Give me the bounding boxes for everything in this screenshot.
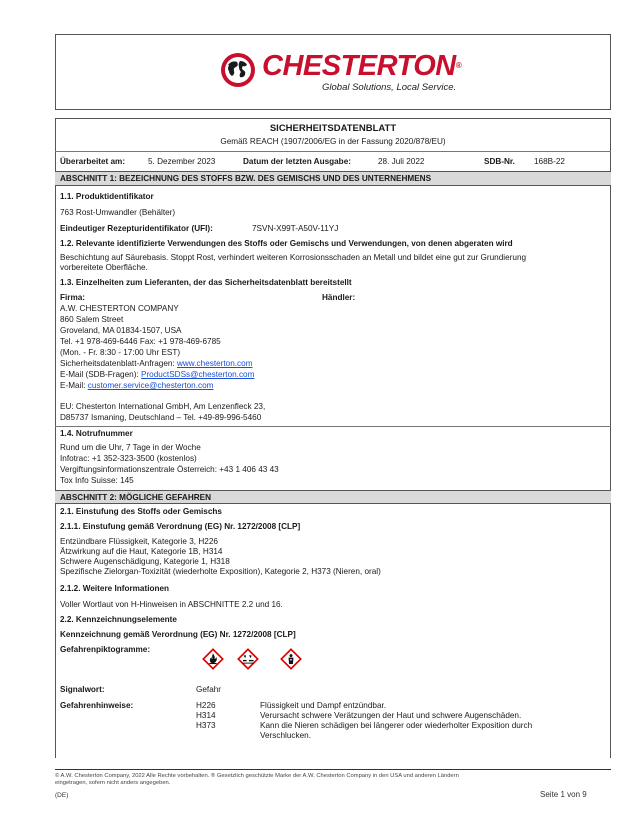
s22-title: 2.2. Kennzeichnungselemente — [60, 615, 177, 624]
brand-tagline: Global Solutions, Local Service. — [322, 82, 457, 93]
hazard-text-3: Kann die Nieren schädigen bei längerer oder wiederholter Exposition durch — [260, 721, 533, 730]
product-name: 763 Rost-Umwandler (Behälter) — [60, 208, 176, 217]
use-line-2: vorbereitete Oberfläche. — [60, 263, 148, 272]
brand-name: CHESTERTON® — [262, 50, 462, 82]
ufi-label: Eindeutiger Rezepturidentifikator (UFI): — [60, 224, 213, 233]
s11-title: 1.1. Produktidentifikator — [60, 192, 154, 201]
last-issue-label: Datum der letzten Ausgabe: — [243, 157, 351, 166]
globe-logo-icon — [219, 51, 257, 89]
signal-word: Gefahr — [196, 685, 222, 694]
sdb-request-line — [60, 359, 253, 369]
company-city: Groveland, MA 01834-1507, USA — [60, 326, 182, 335]
last-issue-date: 28. Juli 2022 — [378, 157, 425, 166]
page-number: Seite 1 von 9 — [540, 790, 587, 799]
company-name: A.W. CHESTERTON COMPANY — [60, 304, 179, 313]
corrosion-icon — [237, 648, 259, 670]
haendler-label: Händler: — [322, 293, 356, 302]
email-label: E-Mail: — [60, 381, 88, 390]
emergency-line-2: Infotrac: +1 352-323-3500 (kostenlos) — [60, 454, 197, 463]
signal-word-label: Signalwort: — [60, 685, 105, 694]
classification-1: Entzündbare Flüssigkeit, Kategorie 3, H226 — [60, 537, 218, 546]
sdb-number: 168B-22 — [534, 157, 565, 166]
emergency-line-3: Vergiftungsinformationszentrale Österreich: +43 1 406 43 43 — [60, 465, 279, 474]
section-1-heading-bar — [55, 171, 611, 186]
section-1-heading: ABSCHNITT 1: BEZEICHNUNG DES STOFFS BZW. DES GEMISCHS UND DES UNTERNEHMENS — [60, 174, 432, 183]
labeling-title: Kennzeichnung gemäß Verordnung (EG) Nr. 1272/2008 [CLP] — [60, 630, 296, 639]
section-2-heading-bar — [55, 490, 611, 504]
classification-2: Ätzwirkung auf die Haut, Kategorie 1B, H314 — [60, 547, 223, 556]
further-info: Voller Wortlaut von H-Hinweisen in ABSCHNITTE 2.2 und 16. — [60, 600, 283, 609]
footer-copyright-2: eingetragen, sofern nicht anders angegeben. — [55, 780, 171, 786]
revised-date: 5. Dezember 2023 — [148, 157, 216, 166]
email-sdb-line — [60, 370, 254, 380]
emergency-line-1: Rund um die Uhr, 7 Tage in der Woche — [60, 443, 201, 452]
section-2-heading: ABSCHNITT 2: MÖGLICHE GEFAHREN — [60, 493, 212, 502]
emergency-line-4: Tox Info Suisse: 145 — [60, 476, 134, 485]
company-hours: (Mon. - Fr. 8:30 - 17:00 Uhr EST) — [60, 348, 181, 357]
s14-title: 1.4. Notrufnummer — [60, 429, 133, 438]
sdb-request-label: Sicherheitsdatenblatt-Anfragen: — [60, 359, 177, 368]
company-phone-fax: Tel. +1 978-469-6446 Fax: +1 978-469-6785 — [60, 337, 221, 346]
classification-3: Schwere Augenschädigung, Kategorie 1, H318 — [60, 557, 230, 566]
hazard-code-3: H373 — [196, 721, 216, 730]
footer-copyright-1: © A.W. Chesterton Company, 2022 Alle Rechte vorbehalten. ® Gesetzlich geschützte Marke der A.W. Chesterton Company in den USA und anderen Ländern — [55, 773, 459, 779]
s12-title: 1.2. Relevante identifizierte Verwendungen des Stoffs oder Gemischs und Verwendungen, von denen abgeraten wird — [60, 239, 513, 248]
customer-service-email-link[interactable]: customer.service@chesterton.com — [87, 381, 214, 390]
pictograms-label: Gefahrenpiktogramme: — [60, 645, 151, 654]
sds-email-link[interactable]: ProductSDSs@chesterton.com — [140, 370, 255, 379]
hazard-text-2: Verursacht schwere Verätzungen der Haut und schwere Augenschäden. — [260, 711, 522, 720]
registered-mark: ® — [455, 61, 462, 70]
hazard-statements-label: Gefahrenhinweise: — [60, 701, 134, 710]
s13-title: 1.3. Einzelheiten zum Lieferanten, der das Sicherheitsdatenblatt bereitstellt — [60, 278, 352, 287]
hazard-code-2: H314 — [196, 711, 216, 720]
hazard-code-1: H226 — [196, 701, 216, 710]
hazard-text-1: Flüssigkeit und Dampf entzündbar. — [260, 701, 387, 710]
footer-language: (DE) — [55, 792, 69, 799]
website-link[interactable]: www.chesterton.com — [176, 359, 253, 368]
classification-4: Spezifische Zielorgan-Toxizität (wiederholte Exposition), Kategorie 2, H373 (Nieren, oral) — [60, 567, 381, 576]
email-line — [60, 381, 213, 391]
eu-address-line-1: EU: Chesterton International GmbH, Am Lenzenfleck 23, — [60, 402, 266, 411]
firma-label: Firma: — [60, 293, 86, 302]
email-sdb-label: E-Mail (SDB-Fragen): — [60, 370, 141, 379]
revised-label: Überarbeitet am: — [60, 157, 126, 166]
s211-title: 2.1.1. Einstufung gemäß Verordnung (EG) Nr. 1272/2008 [CLP] — [60, 522, 301, 531]
flame-icon — [202, 648, 224, 670]
sdb-number-label: SDB-Nr. — [484, 157, 515, 166]
document-title: SICHERHEITSDATENBLATT — [269, 123, 397, 134]
hazard-text-3-cont: Verschlucken. — [260, 731, 311, 740]
eu-address-line-2: D85737 Ismaning, Deutschland – Tel. +49-89-996-5460 — [60, 413, 262, 422]
logo-box — [55, 34, 611, 110]
s21-title: 2.1. Einstufung des Stoffs oder Gemischs — [60, 507, 222, 516]
s212-title: 2.1.2. Weitere Informationen — [60, 584, 170, 593]
ufi-value: 7SVN-X99T-A50V-11YJ — [252, 224, 339, 233]
health-hazard-icon — [280, 648, 302, 670]
document-subtitle: Gemäß REACH (1907/2006/EG in der Fassung 2020/878/EU) — [220, 137, 446, 146]
use-line-1: Beschichtung auf Säurebasis. Stoppt Rost, verhindert weiteren Korrosionsschaden an Metall und bildet eine gut zur Grundierung — [60, 253, 527, 262]
company-street: 860 Salem Street — [60, 315, 124, 324]
